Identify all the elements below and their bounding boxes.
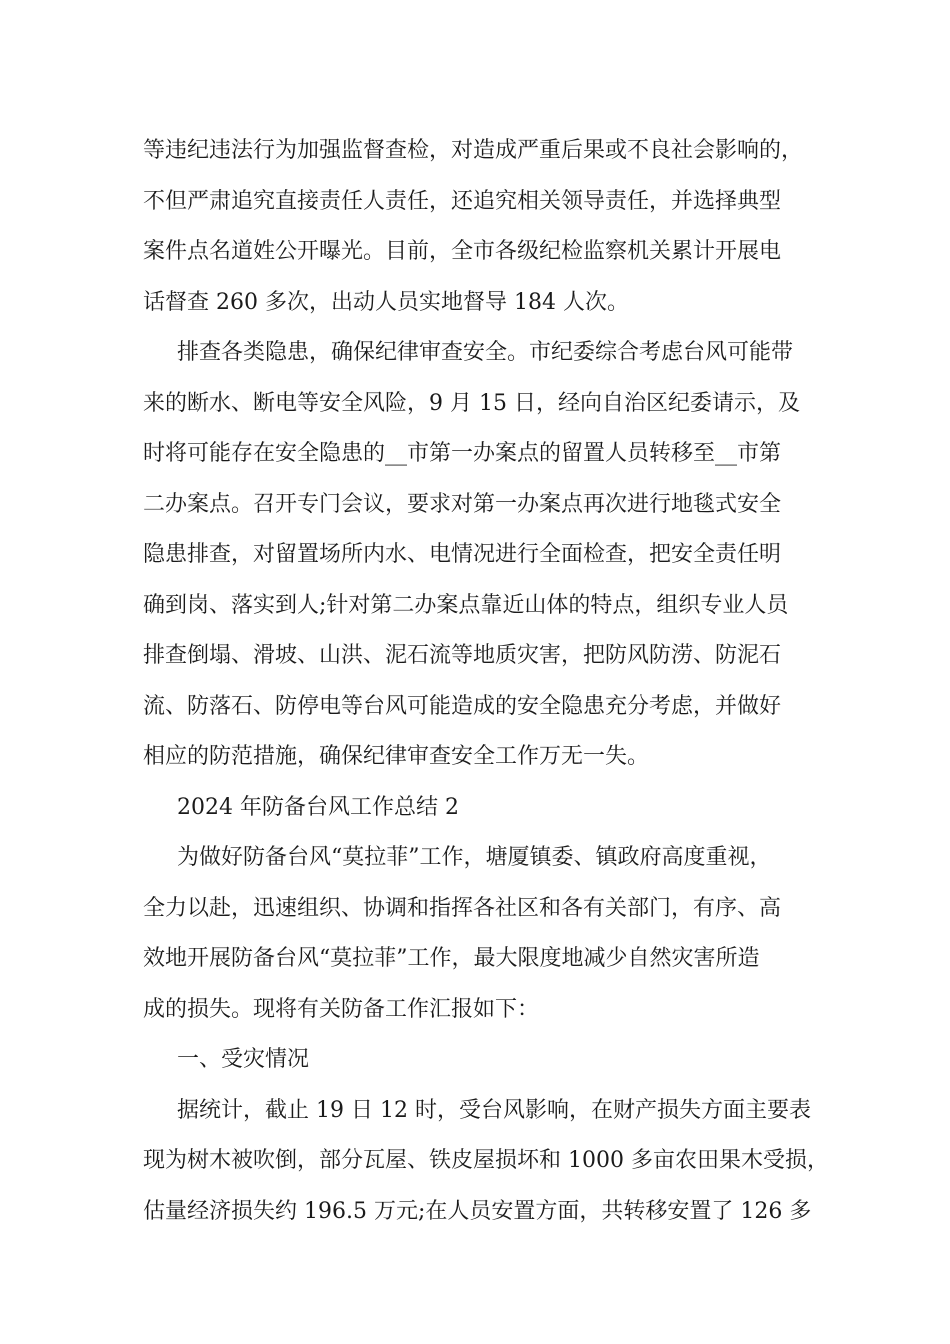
text-line: 效地开展防备台风“莫拉菲”工作，最大限度地减少自然灾害所造 bbox=[143, 946, 760, 971]
text-line: 来的断水、断电等安全风险，9 月 15 日，经向自治区纪委请示，及 bbox=[143, 390, 800, 416]
text-line: 等违纪违法行为加强监督查检，对造成严重后果或不良社会影响的， bbox=[143, 138, 804, 163]
text-line: 成的损失。现将有关防备工作汇报如下： bbox=[143, 996, 540, 1022]
text-line: 话督查 260 多次，出动人员实地督导 184 人次。 bbox=[143, 289, 629, 315]
text-line: 排查各类隐患，确保纪律审查安全。市纪委综合考虑台风可能带 bbox=[177, 340, 794, 365]
text-line: 一、受灾情况 bbox=[177, 1047, 310, 1072]
text-line: 据统计，截止 19 日 12 时，受台风影响，在财产损失方面主要表 bbox=[177, 1097, 811, 1123]
text-line: 不但严肃追究直接责任人责任，还追究相关领导责任，并选择典型 bbox=[143, 188, 782, 214]
text-line: 时将可能存在安全隐患的__市第一办案点的留置人员转移至__市第 bbox=[143, 441, 782, 466]
text-line: 流、防落石、防停电等台风可能造成的安全隐患充分考虑，并做好 bbox=[143, 693, 782, 719]
text-line: 确到岗、落实到人;针对第二办案点靠近山体的特点，组织专业人员 bbox=[143, 592, 789, 618]
document-body bbox=[143, 126, 833, 1237]
text-line: 现为树木被吹倒，部分瓦屋、铁皮屋损坏和 1000 多亩农田果木受损， bbox=[143, 1148, 829, 1173]
text-line: 全力以赴，迅速组织、协调和指挥各社区和各有关部门，有序、高 bbox=[143, 895, 782, 921]
text-line: 隐患排查，对留置场所内水、电情况进行全面检查，把安全责任明 bbox=[143, 542, 782, 567]
text-line: 为做好防备台风“莫拉菲”工作，塘厦镇委、镇政府高度重视， bbox=[177, 845, 772, 870]
text-line: 二办案点。召开专门会议，要求对第一办案点再次进行地毯式安全 bbox=[143, 491, 782, 517]
text-line: 排查倒塌、滑坡、山洪、泥石流等地质灾害，把防风防涝、防泥石 bbox=[143, 643, 782, 668]
text-line: 2024 年防备台风工作总结 2 bbox=[177, 794, 459, 820]
text-line: 案件点名道姓公开曝光。目前，全市各级纪检监察机关累计开展电 bbox=[143, 239, 782, 264]
text-line: 相应的防范措施，确保纪律审查安全工作万无一失。 bbox=[143, 744, 650, 769]
text-line: 估量经济损失约 196.5 万元;在人员安置方面，共转移安置了 126 多 bbox=[143, 1198, 812, 1224]
